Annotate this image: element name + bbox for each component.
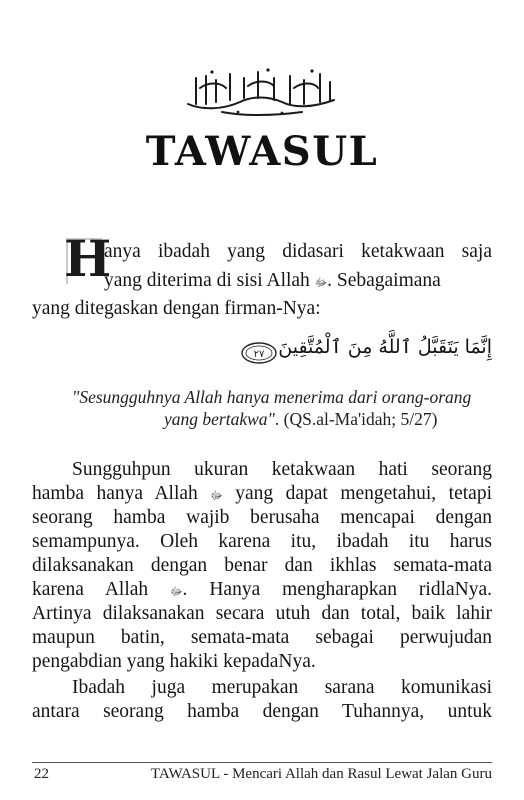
basmala-calligraphy — [182, 66, 342, 118]
para2-line-2: antara seorang hamba dengan Tuhannya, untuk — [32, 701, 492, 722]
para1-line-9: pengabdian yang hakiki kepadaNya. — [32, 651, 316, 672]
para1-line-7: Artinya dilaksanakan secara utuh dan total, baik lahir — [32, 603, 492, 624]
footer-rule — [32, 762, 492, 763]
swt-symbol: ﷻ — [314, 277, 328, 289]
running-title: TAWASUL - Mencari Allah dan Rasul Lewat Jalan Guru — [150, 766, 492, 782]
para1-line-5: dilaksanakan dengan benar dan ikhlas semata-mata — [32, 555, 492, 576]
chapter-title: TAWASUL — [145, 128, 379, 175]
para2-line-1: Ibadah juga merupakan sarana komunikasi — [72, 677, 492, 698]
translation-line-2: yang bertakwa". (QS.al-Ma'idah; 5/27) — [164, 409, 438, 429]
para1-line-8: maupun batin, semata-mata sebagai perwujudan — [32, 627, 492, 648]
quran-verse — [240, 336, 492, 376]
translation-line-1: "Sesungguhnya Allah hanya menerima dari orang-orang — [72, 387, 472, 407]
drop-cap: H — [64, 229, 112, 288]
intro-line-2: yang diterima di sisi Allah ﷻ. Sebagaimana — [104, 270, 441, 291]
intro-line-1: anya ibadah yang didasari ketakwaan saja — [104, 241, 492, 262]
verse-arabic-text: إِنَّمَا يَتَقَبَّلُ ٱللَّهُ مِنَ ٱلْمُتَّقِينَ — [278, 336, 492, 358]
para1-line-3: seorang hamba wajib berusaha mencapai dengan — [32, 507, 492, 528]
para1-line-2: hamba hanya Allah ﷻ yang dapat mengetahui, tetapi — [32, 483, 492, 504]
intro-line-3: yang ditegaskan dengan firman-Nya: — [32, 298, 321, 319]
para1-line-4: semampunya. Oleh karena itu, ibadah itu harus — [32, 531, 492, 552]
ayah-number-ornament-icon — [240, 340, 278, 366]
para1-line-1: Sungguhpun ukuran ketakwaan hati seorang — [72, 459, 492, 480]
page-number: 22 — [34, 766, 49, 782]
swt-symbol: ﷻ — [210, 490, 223, 502]
ayah-number: ٢٧ — [253, 349, 265, 360]
swt-symbol: ﷻ — [170, 586, 183, 598]
para1-line-6: karena Allah ﷻ. Hanya mengharapkan ridlaNya. — [32, 579, 492, 600]
